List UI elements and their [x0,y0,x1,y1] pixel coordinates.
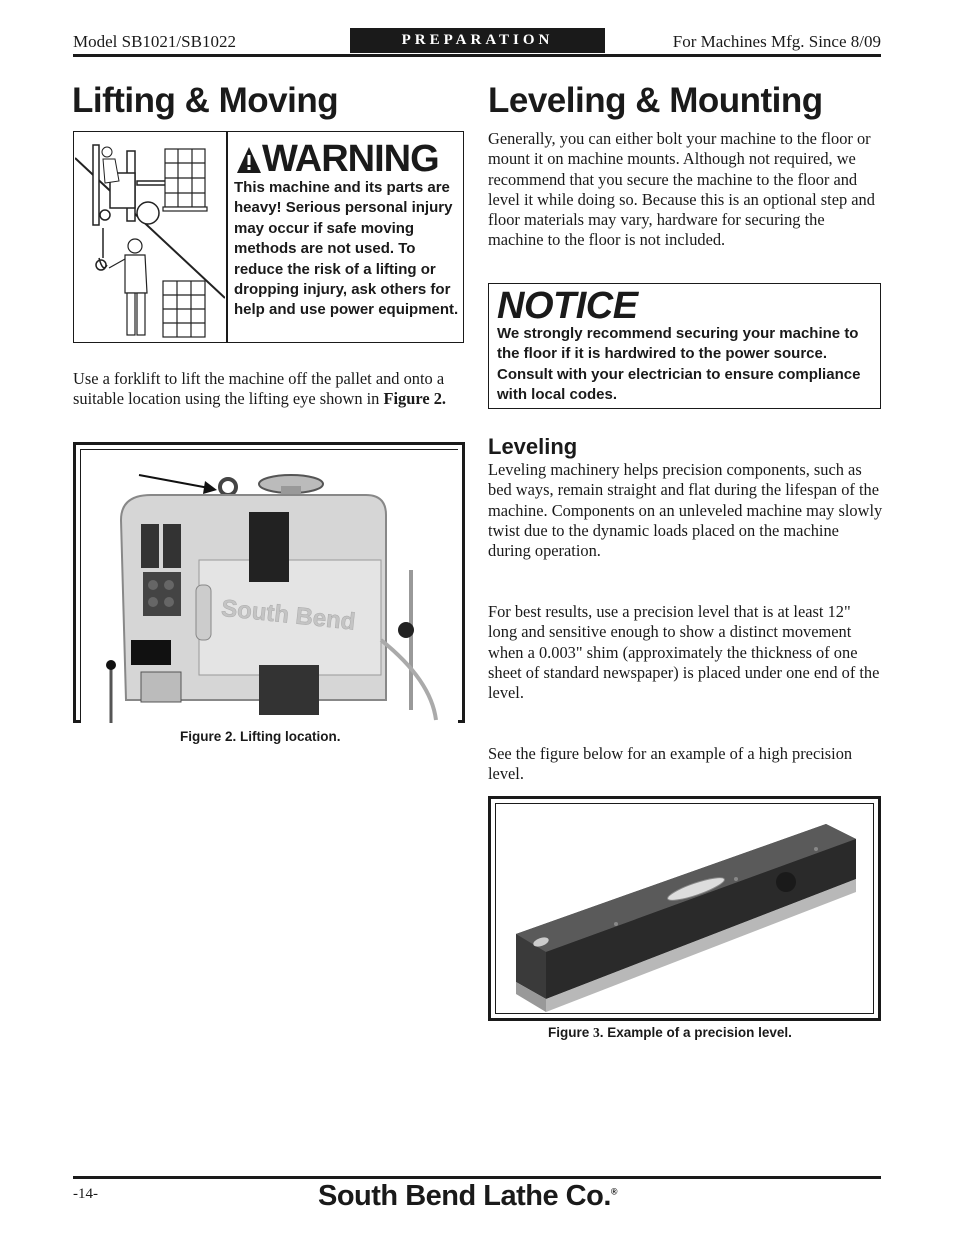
forklift-illustration [75,133,225,341]
warning-heading [236,138,439,181]
figure3-level-photo [496,804,873,1013]
figure3-caption-b: . Example of a precision level. [599,1025,792,1040]
leveling-para-2: For best results, use a precision level that is at least 12" long and sensitive enough to show a distinct movement when a 0.003" shim (approximately the thickness of one sheet of standard newspaper) is placed under one end of the level. [488,602,880,703]
warning-title: WARNING [262,138,439,180]
figure2-frame [73,442,465,723]
figure3-caption-a: Figure [548,1025,594,1040]
footer-brand [318,1180,617,1213]
header-model: Model SB1021/SB1022 [73,32,236,51]
mounting-intro: Generally, you can either bolt your machine to the floor or mount it on machine mounts. Although not required, we recommend that you secure the machine to the floor and level it while doing so. Because this is an optional step and floor materials may vary, hardware for securing the machine to the floor is not included. [488,129,875,250]
leveling-mounting-title: Leveling & Mounting [488,81,823,120]
registered-mark: ® [610,1186,618,1197]
page-number: -14- [73,1186,98,1202]
leveling-para-1: Leveling machinery helps precision components, such as bed ways, remain straight and flat during the lifespan of the machine. Components on an unleveled machine may slowly twist due to the dynamic loads placed on the machine during operation. [488,460,883,561]
header-mfg: For Machines Mfg. Since 8/09 [672,32,881,51]
header-section: PREPARATION [350,28,605,53]
lifting-title: Lifting & Moving [72,81,339,120]
notice-title: NOTICE [497,285,638,327]
figure3-caption-num: 3 [593,1025,600,1040]
notice-text: We strongly recommend securing your machine to the floor if it is hardwired to the power source. Consult with your electrician to ensure compliance with local codes. [497,325,861,404]
warning-divider [226,131,228,343]
lifting-paragraph [73,369,463,410]
figure2-caption: Figure 2. Lifting location. [180,729,341,744]
leveling-para-3: See the figure below for an example of a high precision level. [488,744,853,784]
leveling-heading: Leveling [488,434,578,459]
figure3-frame [488,796,881,1021]
warning-text: This machine and its parts are heavy! Serious personal injury may occur if safe moving methods are not used. To reduce the risk of a lifting or dropping injury, ask others for help and use power equipment. [234,179,459,319]
figure2-machine-photo [81,450,458,723]
footer-brand-name: South Bend Lathe Co. [318,1180,611,1212]
header-rule [73,54,881,57]
lifting-para-text: Use a forklift to lift the machine off the pallet and onto a suitable location using the lifting eye shown in [73,369,445,409]
footer-rule [73,1176,881,1179]
warning-triangle-icon [236,145,262,175]
figure2-reference: Figure 2. [383,389,446,409]
figure3-caption [548,1025,792,1041]
figure2-brand-text: South Bend [219,594,357,636]
